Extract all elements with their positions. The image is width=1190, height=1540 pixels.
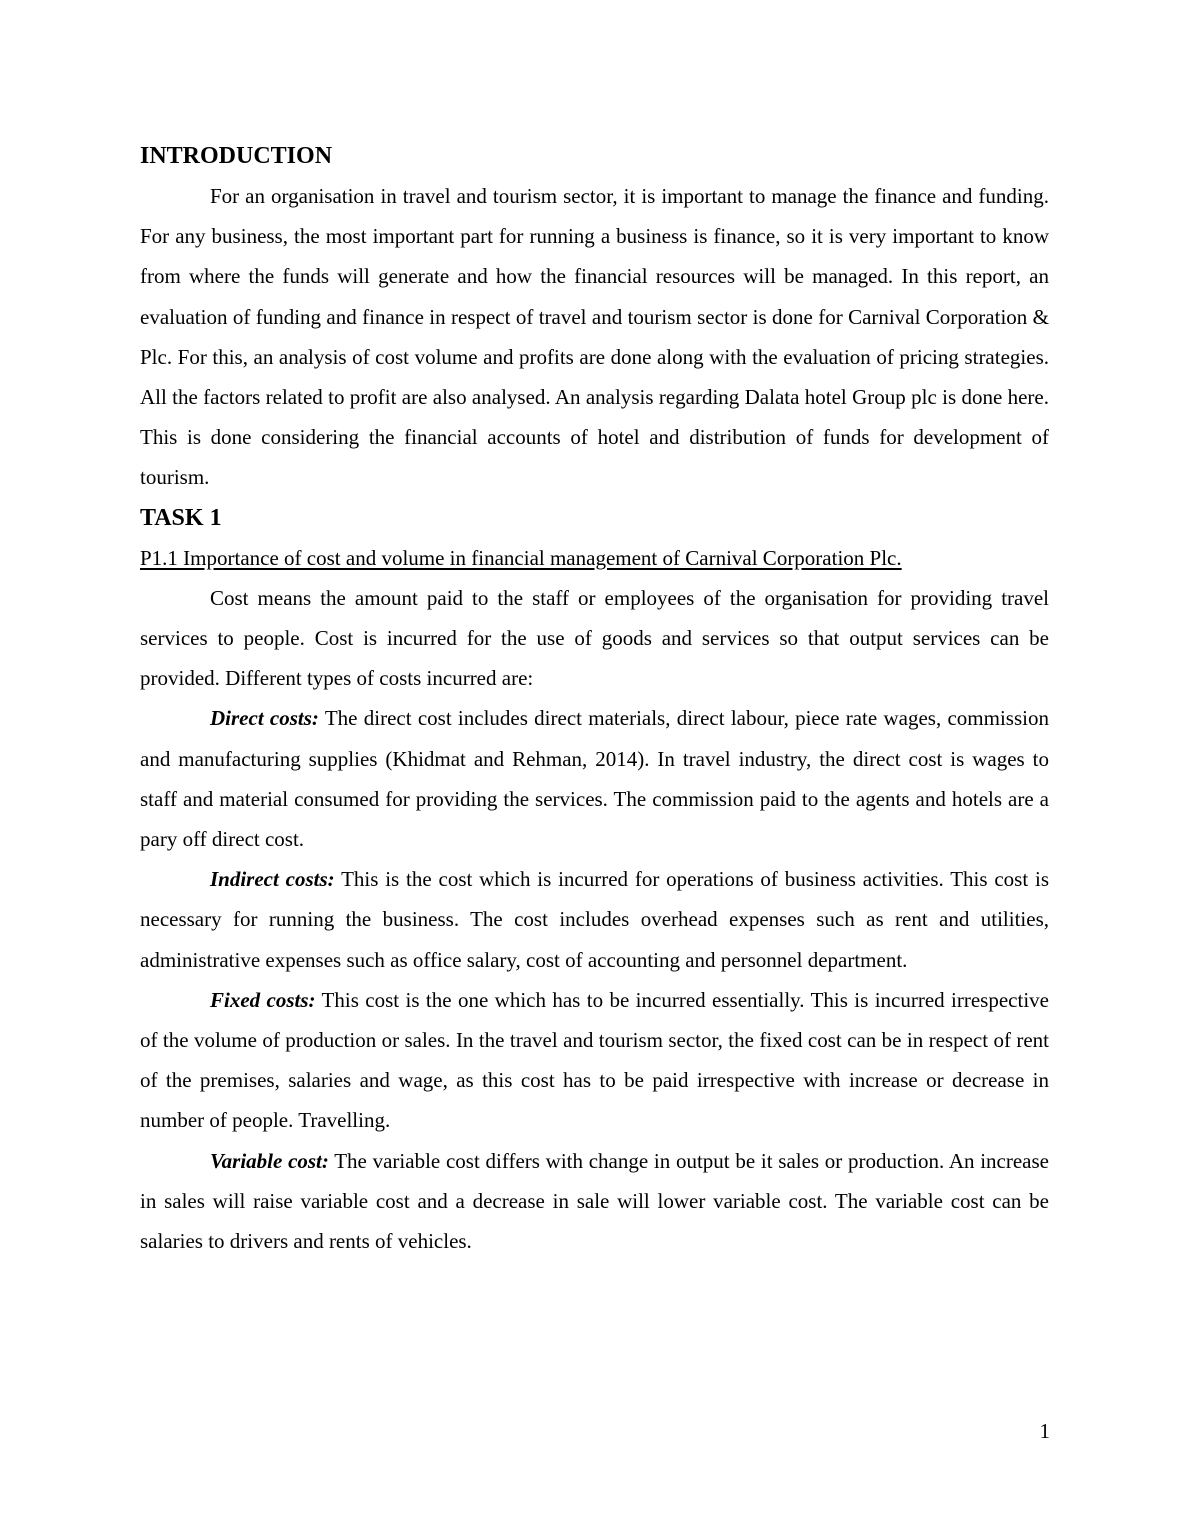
direct-costs-text: The direct cost includes direct materials, direct labour, piece rate wages, commission and manufacturing supplies (Khidmat and Rehman, 2014). In travel industry, the direct cost is wages to staff and material consumed for providing the services. The commission paid to the agents and hotels are a pary off direct cost. <box>140 706 1049 852</box>
fixed-costs-paragraph <box>140 980 1049 1141</box>
direct-costs-term: Direct costs: <box>210 706 319 731</box>
section-p1-1-subheading: P1.1 Importance of cost and volume in financial management of Carnival Corporation Plc. <box>140 545 902 570</box>
indirect-costs-term: Indirect costs: <box>210 867 335 892</box>
indirect-costs-text: This is the cost which is incurred for operations of business activities. This cost is necessary for running the business. The cost includes overhead expenses such as rent and utilities, administrative expenses such as office salary, cost of accounting and personnel department. <box>140 867 1049 972</box>
indirect-costs-paragraph <box>140 859 1049 980</box>
fixed-costs-text: This cost is the one which has to be incurred essentially. This is incurred irrespective of the volume of production or sales. In the travel and tourism sector, the fixed cost can be in respect of rent of the premises, salaries and wage, as this cost has to be paid irrespective with increase or decrease in number of people. Travelling. <box>140 987 1049 1133</box>
variable-cost-text: The variable cost differs with change in output be it sales or production. An increase in sales will raise variable cost and a decrease in sale will lower variable cost. The variable cost can be salaries to drivers and rents of vehicles. <box>140 1148 1049 1254</box>
page-number: 1 <box>1039 1419 1050 1443</box>
page-content <box>140 136 1049 1261</box>
cost-definition-paragraph: Cost means the amount paid to the staff or employees of the organisation for providing travel services to people. Cost is incurred for the use of goods and services so that output services can be provided. Different types of costs incurred are: <box>140 585 1049 691</box>
task-1-heading: TASK 1 <box>140 504 222 531</box>
direct-costs-paragraph <box>140 698 1049 859</box>
introduction-heading: INTRODUCTION <box>140 143 333 169</box>
variable-cost-paragraph <box>140 1141 1049 1262</box>
variable-cost-term: Variable cost: <box>210 1148 329 1173</box>
introduction-paragraph: For an organisation in travel and tourism sector, it is important to manage the finance and funding. For any business, the most important part for running a business is finance, so it is very important to know from where the funds will generate and how the financial resources will be managed. In this report, an evaluation of funding and finance in respect of travel and tourism sector is done for Carnival Corporation & Plc. For this, an analysis of cost volume and profits are done along with the evaluation of pricing strategies. All the factors related to profit are also analysed. An analysis regarding Dalata hotel Group plc is done here. This is done considering the financial accounts of hotel and distribution of funds for development of tourism. <box>140 184 1049 490</box>
fixed-costs-term: Fixed costs: <box>210 987 316 1012</box>
